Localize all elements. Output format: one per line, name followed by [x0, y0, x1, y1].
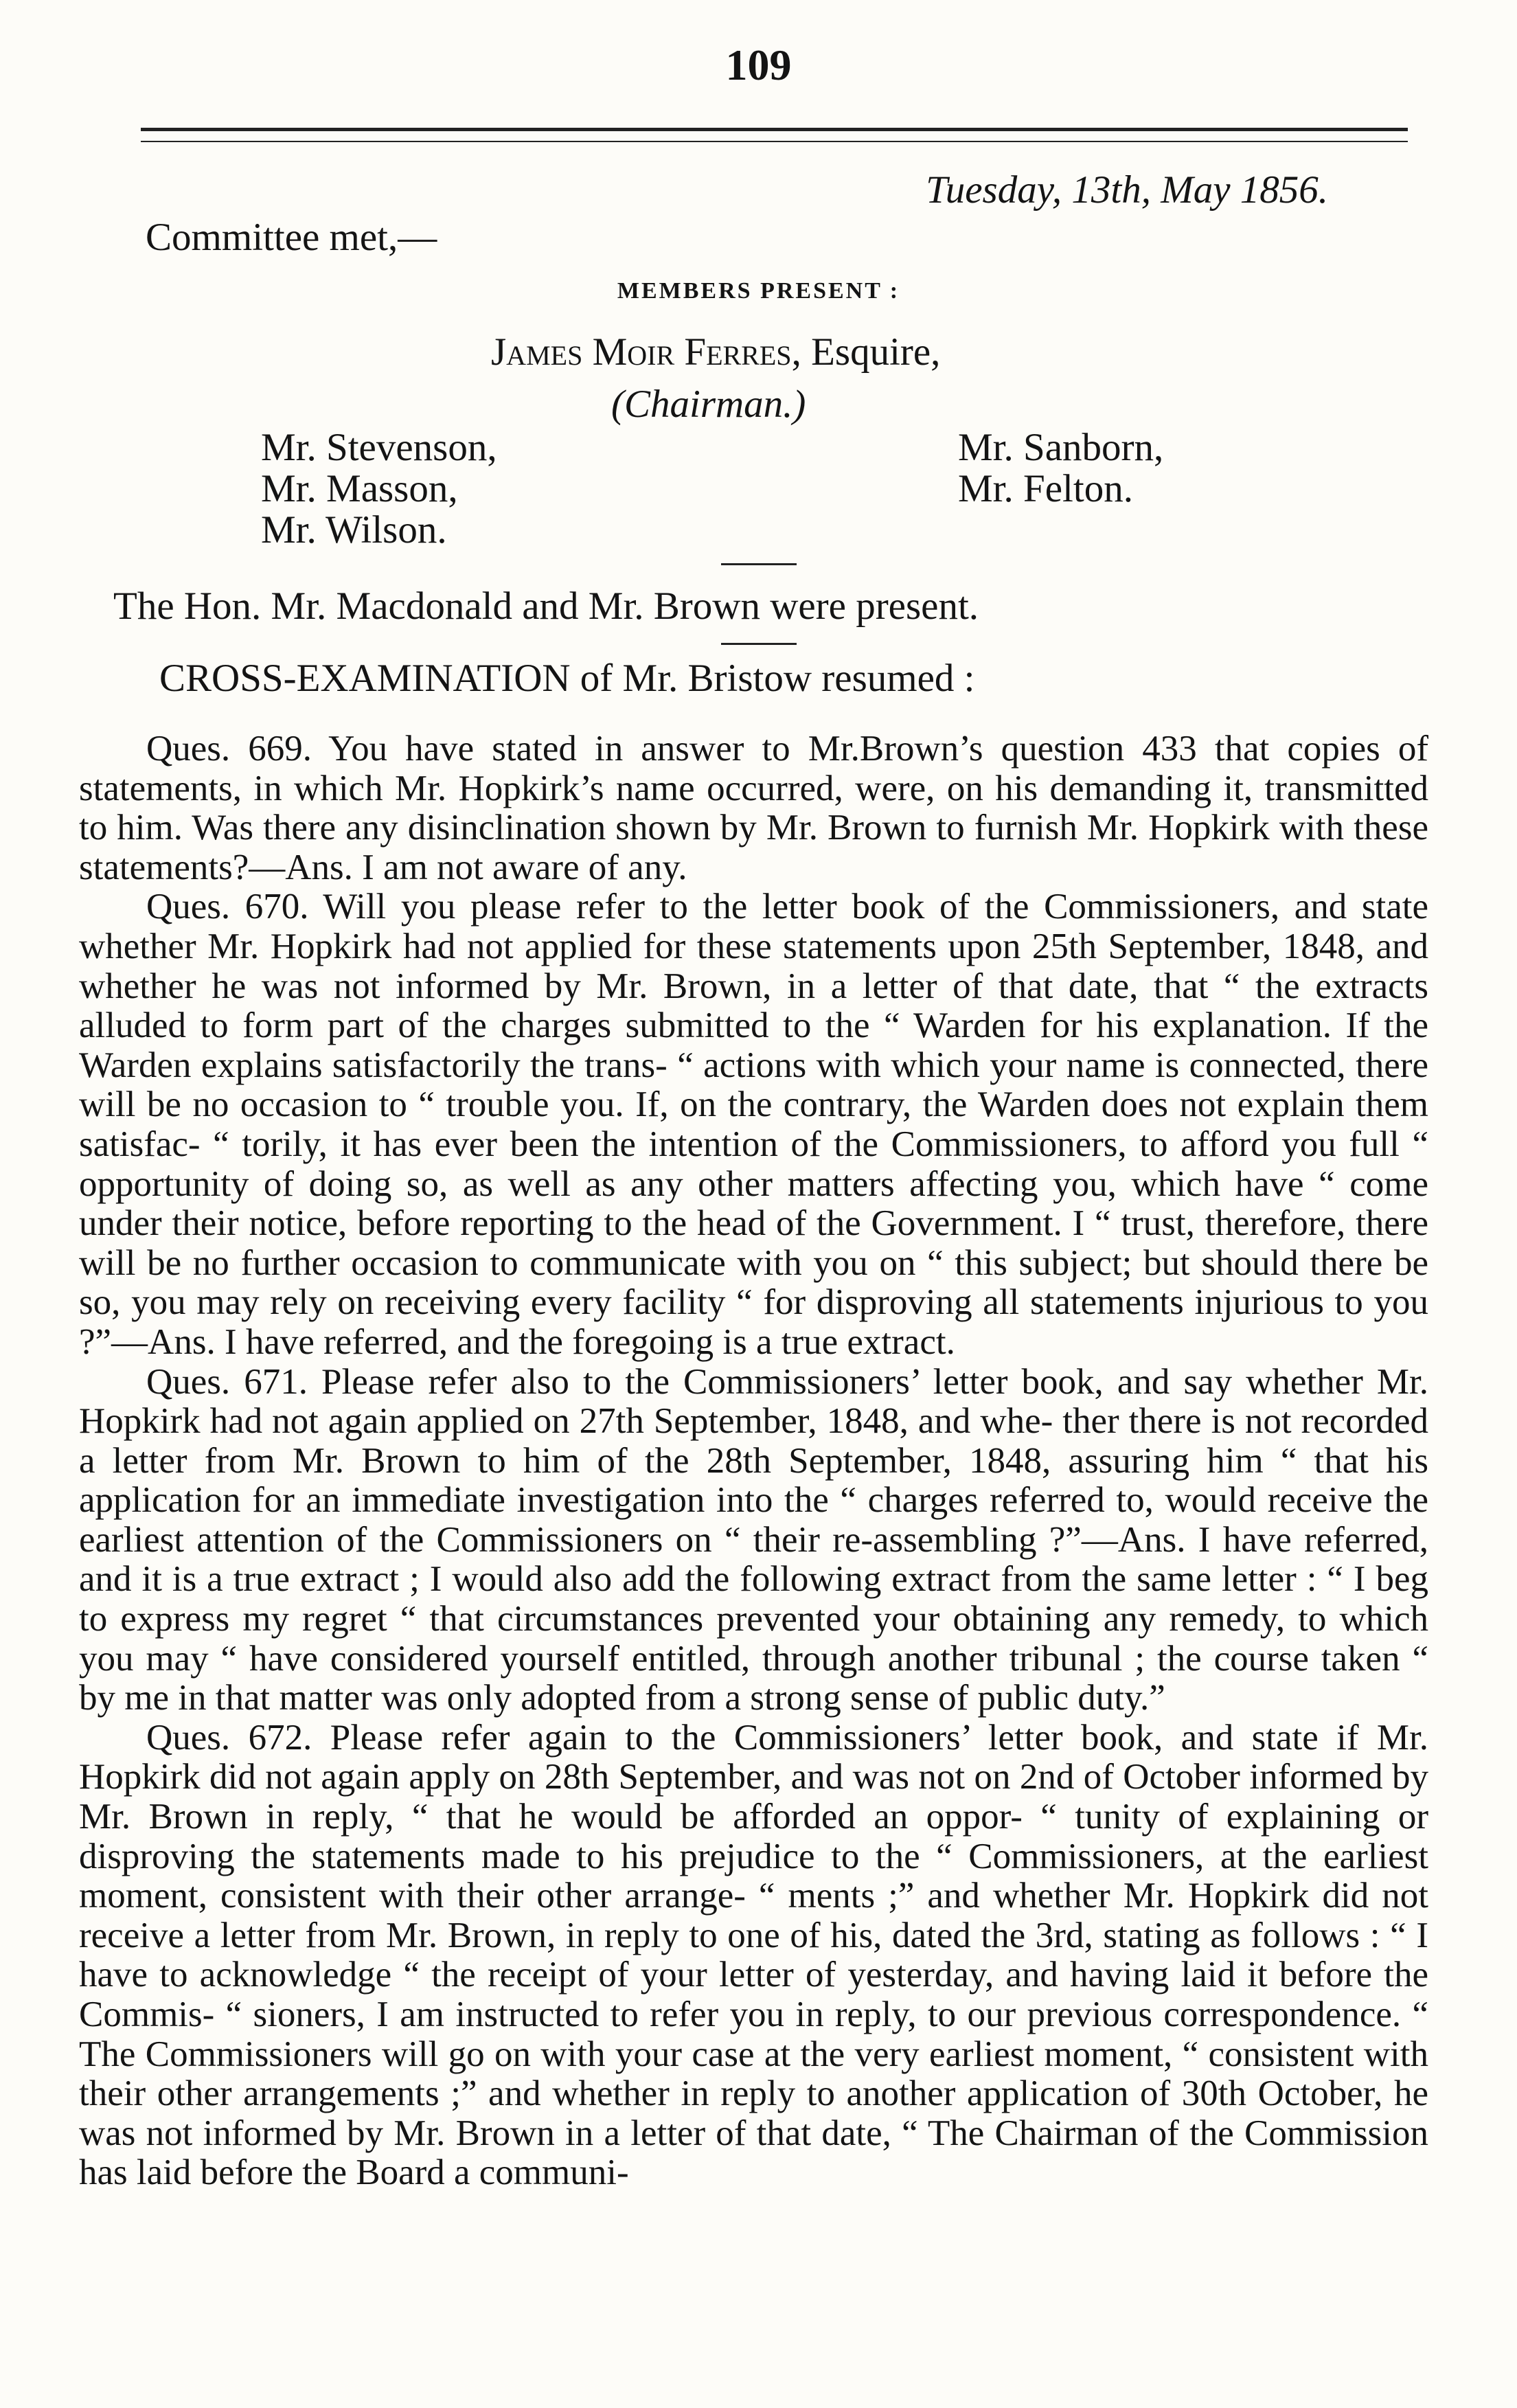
committee-met-line: Committee met,—	[146, 216, 437, 259]
questions-body	[79, 729, 1428, 2193]
session-date	[926, 168, 1328, 212]
question-paragraph: Ques. 670. Will you please refer to the letter book of the Commissioners, and state whether Mr. Hopkirk had not applied for these statements upon 25th September, 1848, and whether he was not informed by Mr. Brown, in a letter of that date, that “ the extracts alluded to form part of the charges submitted to the “ Warden for his explanation. If the Warden explains satisfactorily the trans- “ actions with which your name is connected, there will be no occasion to “ trouble you. If, on the contrary, the Warden does not explain them satisfac- “ torily, it has ever been the intention of the Commissioners, to afford you full “ opportunity of doing so, as well as any other matters affecting you, which have “ come under their notice, before reporting to the head of the Government. I “ trust, therefore, there will be no further occasion to communicate with you on “ this subject; but should there be so, you may rely on receiving every facility “ for disproving all statements injurious to you ?”—Ans. I have referred, and the foregoing is a true extract.	[79, 887, 1428, 1362]
chairman-name	[491, 330, 940, 374]
member-name: Mr. Felton.	[958, 467, 1133, 510]
members-right-column	[958, 427, 1163, 510]
header-double-rule	[141, 128, 1408, 142]
question-paragraph: Ques. 671. Please refer also to the Commissioners’ letter book, and say whether Mr. Hopkirk had not again applied on 27th September, 1848, and whe- ther there is not recorded a letter from Mr. Brown to him of the 28th September, 1848, assuring him “ that his application for an immediate investigation into the “ charges referred to, would receive the earliest attention of the Commissioners on “ their re-assembling ?”—Ans. I have referred, and it is a true extract ; I would also add the following extract from the same letter : “ I beg to express my regret “ that circumstances prevented your obtaining any remedy, to which you may “ have considered yourself entitled, through another tribunal ; the course taken “ by me in that matter was only adopted from a strong sense of public duty.”	[79, 1361, 1428, 1718]
members-left-column	[261, 427, 497, 551]
section-divider	[721, 643, 797, 645]
chairman-title: (Chairman.)	[611, 383, 806, 426]
page-number: 109	[725, 41, 792, 89]
member-name: Mr. Wilson.	[261, 508, 447, 552]
present-note: The Hon. Mr. Macdonald and Mr. Brown were present.	[113, 584, 979, 628]
member-name: Mr. Sanborn,	[958, 426, 1164, 469]
members-present-heading: MEMBERS PRESENT :	[617, 278, 900, 304]
cross-examination-heading: CROSS-EXAMINATION of Mr. Bristow resumed :	[159, 657, 975, 700]
member-name: Mr. Masson,	[261, 467, 458, 510]
question-paragraph: Ques. 669. You have stated in answer to Mr.Brown’s question 433 that copies of statements, in which Mr. Hopkirk’s name occurred, were, on his demanding it, transmitted to him. Was there any disinclination shown by Mr. Brown to furnish Mr. Hopkirk with these statements?—Ans. I am not aware of any.	[79, 729, 1428, 887]
question-paragraph: Ques. 672. Please refer again to the Commissioners’ letter book, and state if Mr. Hopkirk did not again apply on 28th September, and was not on 2nd of October informed by Mr. Brown in reply, “ that he would be afforded an oppor- “ tunity of explaining or disproving the statements made to his prejudice to the “ Commissioners, at the earliest moment, consistent with their other arrange- “ ments ;” and whether Mr. Hopkirk did not receive a letter from Mr. Brown, in reply to one of his, dated the 3rd, stating as follows : “ I have to acknowledge “ the receipt of your letter of yesterday, and having laid it before the Commis- “ sioners, I am instructed to refer you in reply, to our previous correspondence. “ The Commissioners will go on with your case at the very earliest moment, “ consistent with their other arrangements ;” and whether in reply to another application of 30th October, he was not informed by Mr. Brown in a letter of that date, “ The Chairman of the Commission has laid before the Board a communi-	[79, 1717, 1428, 2193]
member-name: Mr. Stevenson,	[261, 426, 497, 469]
section-divider	[721, 563, 797, 565]
chairman-name-suffix: , Esquire,	[791, 330, 941, 374]
chairman-name-text: James Moir Ferres	[491, 330, 792, 374]
session-date-rest: , 13th, May 1856.	[1051, 168, 1328, 212]
session-date-day: Tuesday	[926, 168, 1052, 212]
